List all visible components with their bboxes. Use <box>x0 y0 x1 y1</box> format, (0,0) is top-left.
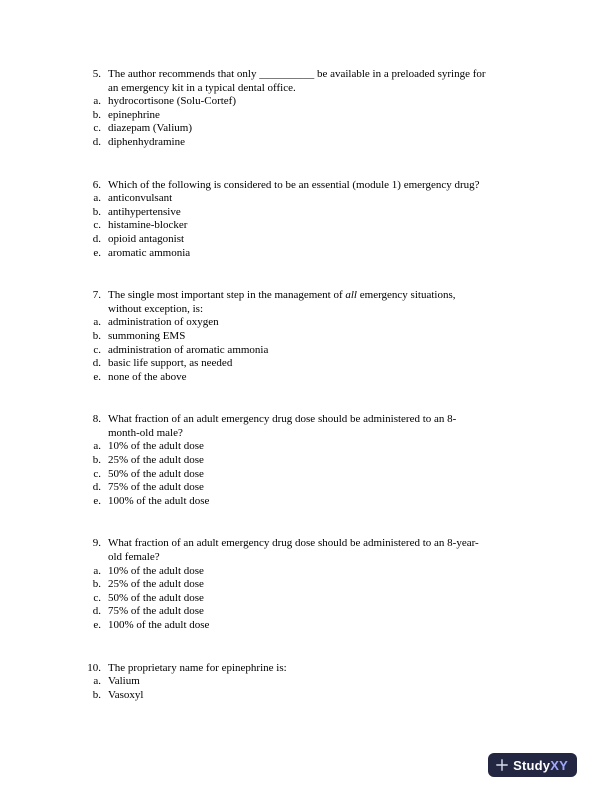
option-row <box>85 592 544 606</box>
question-text-line: old female? <box>108 551 160 564</box>
option-text: Vasoxyl <box>108 688 144 701</box>
option-letter: d. <box>92 605 101 618</box>
option-letter: c. <box>93 219 101 232</box>
option-letter: a. <box>93 95 101 108</box>
question-text <box>108 289 544 316</box>
option-letter: d. <box>92 232 101 245</box>
question-number: 6. <box>92 178 101 191</box>
option-letter: e. <box>93 619 101 631</box>
option-text: 10% of the adult dose <box>108 440 204 453</box>
question-block <box>85 289 544 384</box>
option-text: 75% of the adult dose <box>108 605 204 618</box>
option-row <box>85 330 544 344</box>
option-row <box>85 481 544 495</box>
question-number: 5. <box>92 68 101 80</box>
option-letter: d. <box>92 481 101 494</box>
option-text: epinephrine <box>108 108 160 121</box>
question-block <box>85 179 544 261</box>
question-text-line: The author recommends that only __________ be available in a preloaded syringe for <box>108 68 486 80</box>
option-text: Valium <box>108 675 140 688</box>
option-row <box>85 122 544 136</box>
studyxy-logo <box>488 753 577 777</box>
option-row <box>85 136 544 150</box>
option-row <box>85 192 544 206</box>
option-letter: c. <box>93 343 101 356</box>
question-text-line: Which of the following is considered to be an essential (module 1) emergency drug? <box>108 178 480 191</box>
option-row <box>85 109 544 123</box>
question-row <box>85 537 544 564</box>
question-text <box>108 179 544 193</box>
question-block <box>85 413 544 508</box>
option-letter: c. <box>93 467 101 480</box>
question-text-line: month-old male? <box>108 426 183 439</box>
question-block <box>85 662 544 703</box>
question-text-line: What fraction of an adult emergency drug dose should be administered to an 8-year- <box>108 537 479 550</box>
option-row <box>85 675 544 689</box>
question-text <box>108 68 544 95</box>
option-text: administration of aromatic ammonia <box>108 343 269 356</box>
option-letter: a. <box>93 316 101 329</box>
option-row <box>85 357 544 371</box>
option-row <box>85 371 544 385</box>
option-row <box>85 233 544 247</box>
question-row <box>85 179 544 193</box>
question-row <box>85 68 544 95</box>
question-text-line: without exception, is: <box>108 302 204 315</box>
question-text-line: The single most important step in the management of all emergency situations, <box>108 289 456 302</box>
question-number: 9. <box>92 537 101 550</box>
option-row <box>85 565 544 579</box>
option-row <box>85 495 544 509</box>
option-text: diazepam (Valium) <box>108 122 192 135</box>
option-row <box>85 344 544 358</box>
option-letter: b. <box>92 578 101 591</box>
option-letter: e. <box>93 370 101 383</box>
option-letter: c. <box>93 591 101 604</box>
option-letter: a. <box>93 440 101 453</box>
option-text: none of the above <box>108 370 187 383</box>
option-letter: d. <box>92 357 101 370</box>
option-text: opioid antagonist <box>108 232 185 245</box>
question-row <box>85 413 544 440</box>
option-row <box>85 468 544 482</box>
question-text <box>108 537 544 564</box>
option-text: 75% of the adult dose <box>108 481 204 494</box>
option-letter: d. <box>92 135 101 148</box>
option-row <box>85 619 544 633</box>
logo-text-study: Study <box>513 757 551 773</box>
option-text: 100% of the adult dose <box>108 619 210 631</box>
option-letter: b. <box>92 108 101 121</box>
option-text: anticonvulsant <box>108 192 173 205</box>
question-block <box>85 68 544 150</box>
logo-text-xy: XY <box>550 757 568 773</box>
option-letter: b. <box>92 454 101 467</box>
question-text <box>108 413 544 440</box>
question-text-line: an emergency kit in a typical dental office. <box>108 81 296 94</box>
option-text: aromatic ammonia <box>108 246 191 259</box>
option-letter: a. <box>93 564 101 577</box>
option-letter: b. <box>92 688 101 701</box>
plus-icon <box>496 759 508 771</box>
option-text: 25% of the adult dose <box>108 578 204 591</box>
question-number: 8. <box>92 413 101 426</box>
option-text: basic life support, as needed <box>108 357 233 370</box>
option-row <box>85 95 544 109</box>
option-letter: a. <box>93 192 101 205</box>
option-text: 25% of the adult dose <box>108 454 204 467</box>
option-text: 50% of the adult dose <box>108 467 204 480</box>
option-row <box>85 316 544 330</box>
option-row <box>85 247 544 261</box>
option-row <box>85 689 544 703</box>
option-row <box>85 440 544 454</box>
question-list <box>85 68 544 702</box>
option-text: 50% of the adult dose <box>108 591 204 604</box>
question-text-line: What fraction of an adult emergency drug dose should be administered to an 8- <box>108 413 457 426</box>
option-letter: e. <box>93 246 101 259</box>
option-letter: b. <box>92 205 101 218</box>
option-row <box>85 605 544 619</box>
question-text <box>108 662 544 676</box>
question-row <box>85 289 544 316</box>
question-text-line: The proprietary name for epinephrine is: <box>108 661 287 674</box>
option-letter: c. <box>93 122 101 135</box>
option-row <box>85 578 544 592</box>
option-text: hydrocortisone (Solu-Cortef) <box>108 95 236 108</box>
option-text: histamine-blocker <box>108 219 188 232</box>
question-row <box>85 662 544 676</box>
option-letter: a. <box>93 675 101 688</box>
option-letter: e. <box>93 494 101 507</box>
option-text: 100% of the adult dose <box>108 494 210 507</box>
option-row <box>85 219 544 233</box>
option-text: antihypertensive <box>108 205 181 218</box>
question-block <box>85 537 544 632</box>
option-text: administration of oxygen <box>108 316 219 329</box>
option-letter: b. <box>92 329 101 342</box>
option-text: 10% of the adult dose <box>108 564 204 577</box>
option-row <box>85 454 544 468</box>
option-text: diphenhydramine <box>108 135 185 148</box>
logo-text <box>513 758 568 773</box>
question-number: 7. <box>92 289 101 302</box>
option-row <box>85 206 544 220</box>
question-number: 10. <box>87 661 101 674</box>
option-text: summoning EMS <box>108 329 186 342</box>
